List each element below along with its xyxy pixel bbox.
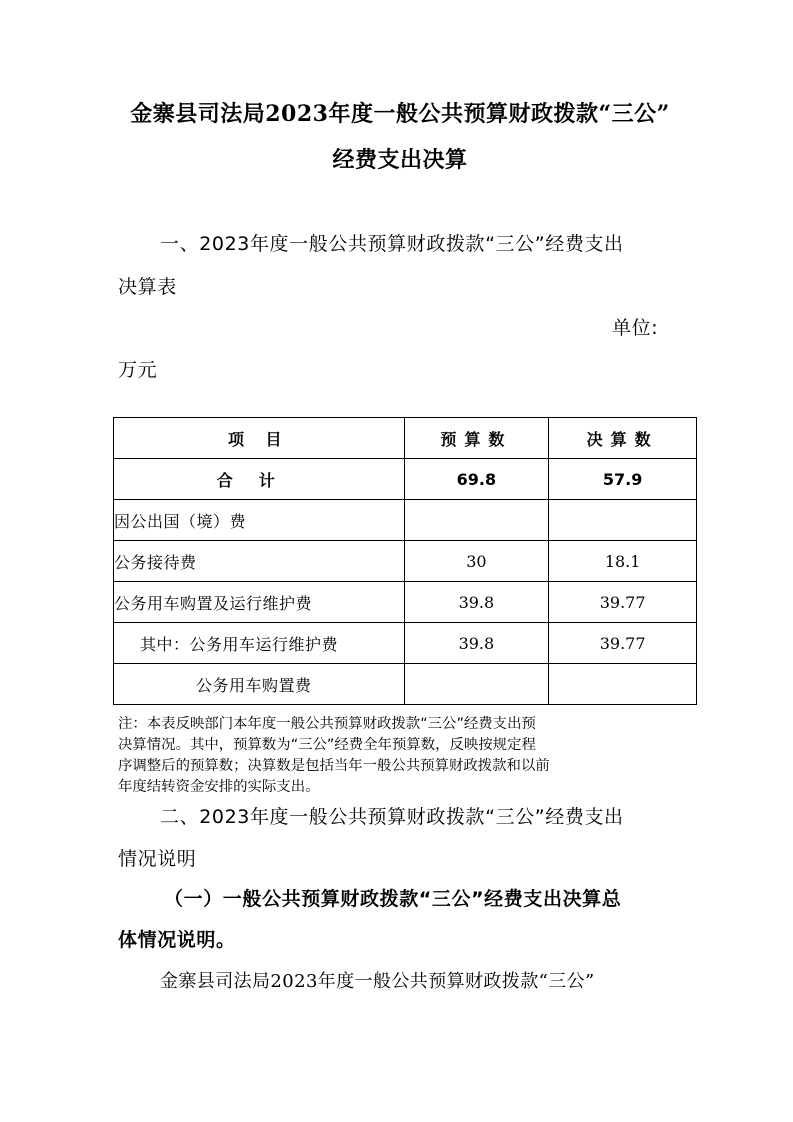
page-title-line1: 金寨县司法局2023年度一般公共预算财政拨款“三公” bbox=[130, 101, 670, 127]
section2-heading-line1: 二、2023年度一般公共预算财政拨款“三公”经费支出 bbox=[160, 806, 624, 828]
subsection1-heading-line2: 体情况说明。 bbox=[118, 929, 236, 951]
section1-heading-line1: 一、2023年度一般公共预算财政拨款“三公”经费支出 bbox=[160, 233, 624, 255]
table-note-line1: 注：本表反映部门本年度一般公共预算财政拨款“三公”经费支出预 bbox=[118, 716, 536, 732]
total-actual: 57.9 bbox=[549, 459, 697, 500]
unit-value: 万元 bbox=[118, 359, 158, 381]
table-row bbox=[114, 582, 697, 623]
row-budget bbox=[404, 664, 549, 705]
total-budget: 69.8 bbox=[404, 459, 549, 500]
row-budget: 39.8 bbox=[404, 582, 549, 623]
row-label: 公务用车购置及运行维护费 bbox=[114, 582, 405, 623]
row-actual bbox=[549, 500, 697, 541]
row-actual: 39.77 bbox=[549, 623, 697, 664]
row-label: 公务接待费 bbox=[114, 541, 405, 582]
table-note-line4: 年度结转资金安排的实际支出。 bbox=[118, 779, 320, 795]
section2-heading-line2: 情况说明 bbox=[118, 848, 197, 870]
paragraph-line1: 金寨县司法局2023年度一般公共预算财政拨款“三公” bbox=[160, 971, 595, 992]
table-note-line3: 序调整后的预算数；决算数是包括当年一般公共预算财政拨款和以前 bbox=[118, 758, 550, 774]
header-item: 项 目 bbox=[114, 418, 405, 459]
row-actual bbox=[549, 664, 697, 705]
page-title-line2: 经费支出决算 bbox=[332, 147, 468, 173]
table-row bbox=[114, 623, 697, 664]
row-actual: 39.77 bbox=[549, 582, 697, 623]
row-budget bbox=[404, 500, 549, 541]
row-actual: 18.1 bbox=[549, 541, 697, 582]
row-budget: 39.8 bbox=[404, 623, 549, 664]
table-header-row bbox=[114, 418, 697, 459]
table-note-line2: 决算情况。其中，预算数为“三公”经费全年预算数，反映按规定程 bbox=[118, 737, 536, 753]
row-budget: 30 bbox=[404, 541, 549, 582]
table-row-total bbox=[114, 459, 697, 500]
section1-heading-line2: 决算表 bbox=[118, 276, 177, 298]
row-label: 因公出国（境）费 bbox=[114, 500, 405, 541]
total-label: 合计 bbox=[114, 459, 405, 500]
row-label: 其中：公务用车运行维护费 bbox=[114, 623, 405, 664]
header-actual: 决算数 bbox=[549, 418, 697, 459]
subsection1-heading-line1: （一）一般公共预算财政拨款“三公”经费支出决算总 bbox=[164, 888, 622, 910]
table-row bbox=[114, 664, 697, 705]
row-label: 公务用车购置费 bbox=[114, 664, 405, 705]
table-row bbox=[114, 541, 697, 582]
budget-table bbox=[113, 417, 697, 705]
header-budget: 预算数 bbox=[404, 418, 549, 459]
table-row bbox=[114, 500, 697, 541]
unit-label: 单位: bbox=[612, 317, 659, 339]
